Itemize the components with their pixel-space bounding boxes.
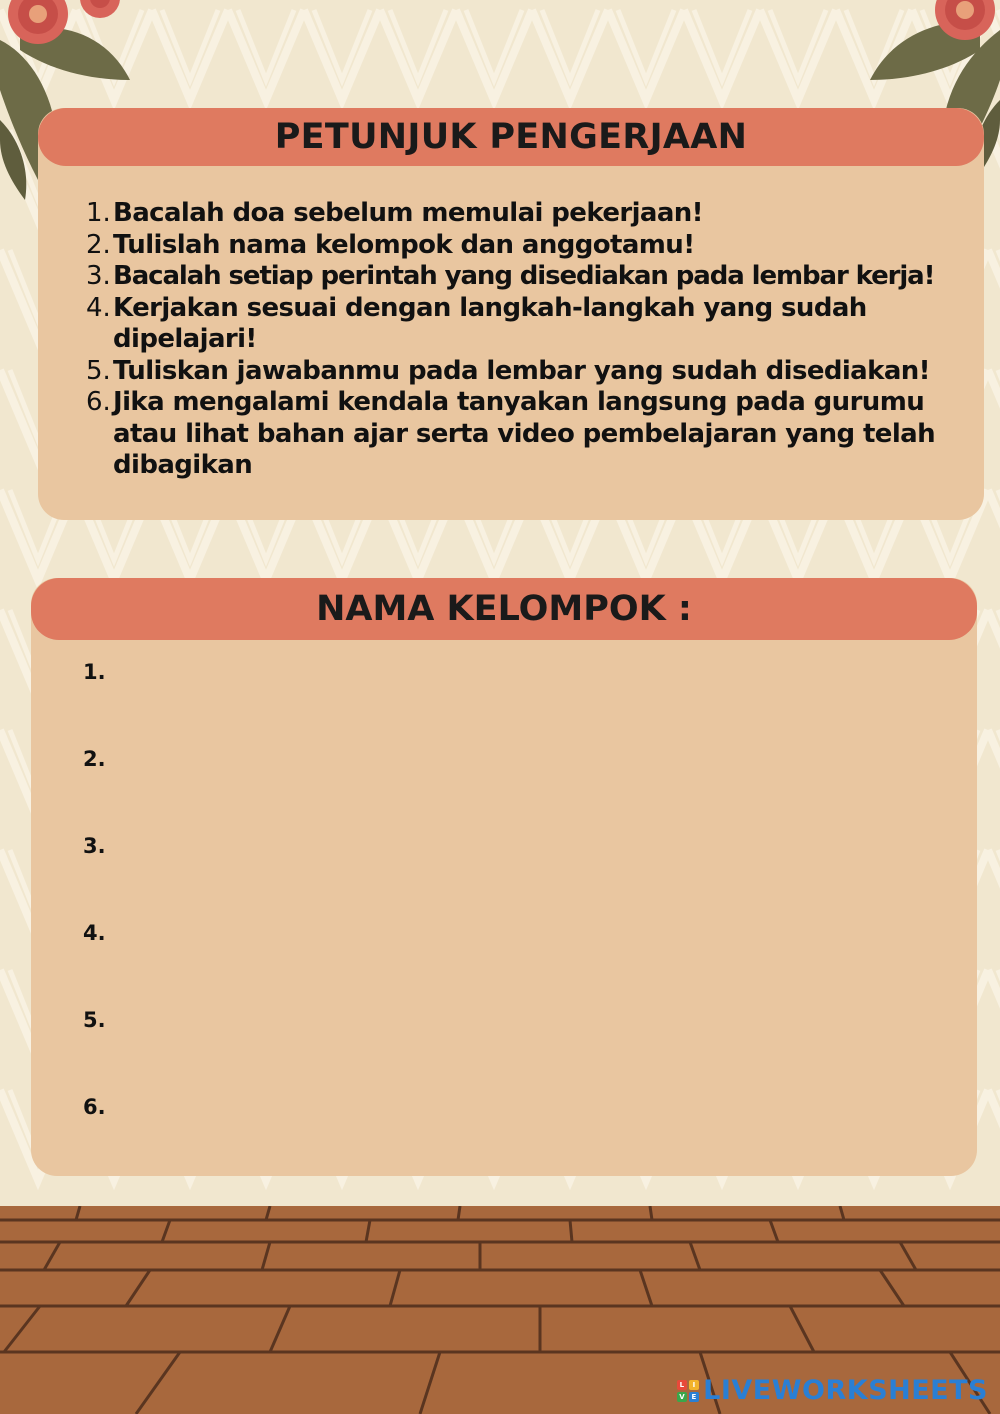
instruction-number: 1. [86,198,111,228]
instructions-list [0,198,983,482]
logo-letter-v: V [677,1392,687,1402]
member-line-6[interactable]: 6. [83,1095,106,1119]
instruction-text: Bacalah doa sebelum memulai pekerjaan! [113,198,703,228]
instruction-number: 2. [86,229,111,260]
instructions-title: PETUNJUK PENGERJAAN [38,108,984,166]
logo-letter-l: L [677,1380,687,1390]
instruction-number: 3. [86,261,111,291]
instruction-item [0,261,983,293]
instruction-text: Tuliskan jawabanmu pada lembar yang sudah disediakan! [113,355,930,386]
instruction-item [0,230,983,262]
instruction-item [0,293,983,356]
instruction-text: Bacalah setiap perintah yang disediakan pada lembar kerja! [113,261,935,291]
instruction-number: 6. [86,387,111,417]
member-line-2[interactable]: 2. [83,747,106,771]
instruction-text: Tulislah nama kelompok dan anggotamu! [113,229,695,260]
member-line-1[interactable]: 1. [83,660,106,684]
group-names-panel [31,578,977,1176]
member-line-3[interactable]: 3. [83,834,106,858]
instruction-text: Jika mengalami kendala tanyakan langsung pada gurumu atau lihat bahan ajar serta video pembelajaran yang telah dibagikan [113,387,935,480]
liveworksheets-logo-icon [677,1380,699,1402]
instruction-item [0,387,983,482]
instruction-number: 5. [86,355,111,386]
watermark-text: LIVEWORKSHEETS [703,1375,988,1406]
member-line-5[interactable]: 5. [83,1008,106,1032]
logo-letter-i: I [689,1380,699,1390]
group-names-title: NAMA KELOMPOK : [31,578,977,640]
instruction-number: 4. [86,292,111,323]
instruction-item [0,198,983,230]
instruction-text: Kerjakan sesuai dengan langkah-langkah yang sudah dipelajari! [113,292,867,354]
member-line-4[interactable]: 4. [83,921,106,945]
instruction-item [0,356,983,388]
liveworksheets-watermark [677,1375,988,1406]
logo-letter-e: E [689,1392,699,1402]
